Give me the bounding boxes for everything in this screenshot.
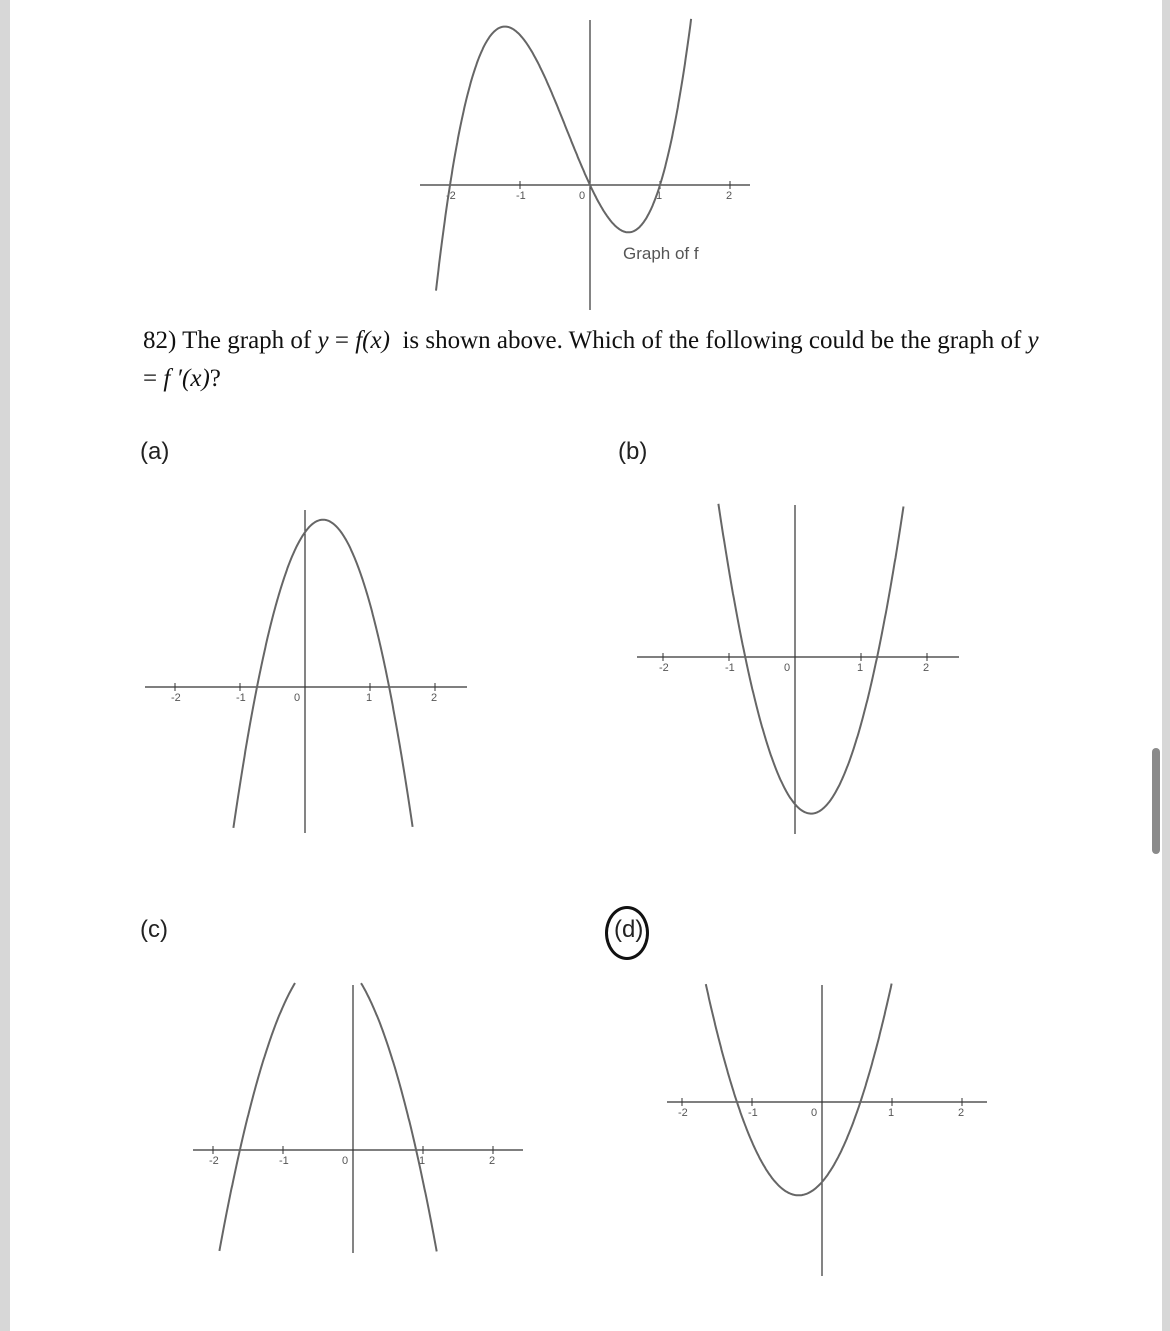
choice-d-label[interactable]: (d) [614,916,644,943]
x-tick-label: 2 [489,1155,496,1167]
graph-of-f [415,15,755,315]
x-tick-label: 1 [656,190,663,202]
selected-answer-circle [605,906,649,960]
x-tick-label: -1 [748,1107,758,1119]
eq2-lhs: y [1027,327,1039,354]
question-number: 82) [143,327,177,354]
x-tick-label: 0 [811,1107,818,1119]
x-tick-label: -1 [236,692,246,704]
x-tick-label: 1 [366,692,373,704]
function-curve [219,983,436,1251]
x-tick-label: -1 [279,1155,289,1167]
x-tick-label: 2 [958,1107,965,1119]
choice-a-label[interactable]: (a) [140,438,170,465]
question-text: 82) The graph of y = f(x) is shown above. Which of the following could be the graph of y = f ′(x)? [143,327,1039,392]
x-tick-label: -2 [209,1155,219,1167]
x-tick-label: 0 [579,190,586,202]
x-tick-label: -2 [659,662,669,674]
x-tick-label: -1 [516,190,526,202]
x-tick-label: 1 [888,1107,895,1119]
x-tick-label: 0 [342,1155,349,1167]
eq1-rhs: f(x) [355,327,390,354]
function-curve [718,504,903,814]
graph-caption: Graph of f [623,244,699,263]
x-tick-label: 2 [923,662,930,674]
graph-choice-d [662,980,992,1280]
x-tick-label: 0 [294,692,301,704]
choice-c-label[interactable]: (c) [140,916,168,943]
x-tick-label: 2 [726,190,733,202]
x-tick-label: 2 [431,692,438,704]
question-end: ? [209,365,221,392]
eq2-rhs: f ′(x) [163,365,210,392]
x-tick-label: -2 [171,692,181,704]
function-curve [233,520,412,828]
vertical-scrollbar[interactable] [1152,748,1160,854]
function-curve [706,984,895,1196]
x-tick-label: -1 [725,662,735,674]
question-text-part1: The graph of [182,327,312,354]
x-tick-label: 1 [857,662,864,674]
x-tick-label: 0 [784,662,791,674]
question-text-part2: is shown above. Which of the following could be the graph of [402,327,1022,354]
x-tick-label: -2 [678,1107,688,1119]
choice-b-label[interactable]: (b) [618,438,648,465]
graph-choice-b [632,500,967,840]
x-tick-label: -2 [446,190,456,202]
x-tick-label: 1 [419,1155,426,1167]
graph-choice-c [188,980,528,1260]
graph-choice-a [140,505,475,840]
eq1-lhs: y [317,327,329,354]
